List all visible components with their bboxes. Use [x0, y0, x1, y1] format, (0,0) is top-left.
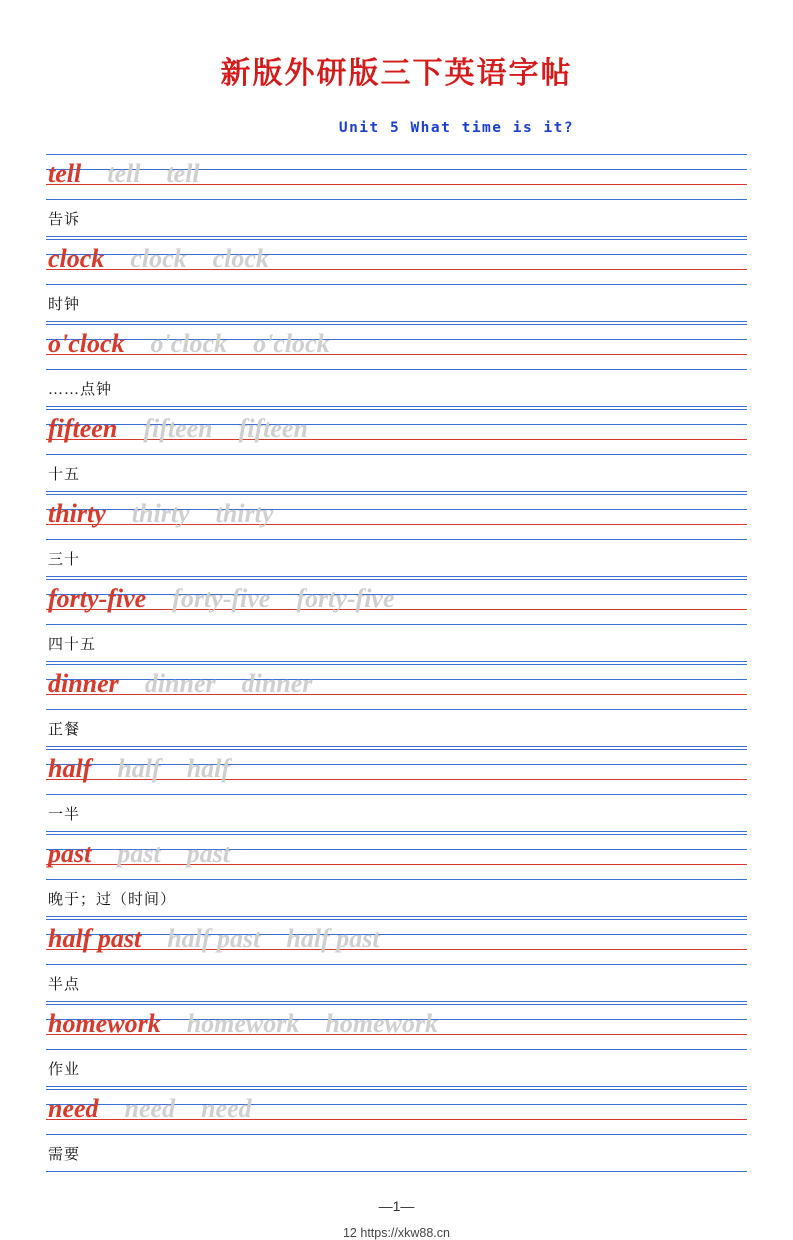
meaning-row [46, 711, 747, 747]
meaning-row [46, 456, 747, 492]
unit-heading: Unit 5 What time is it? [338, 120, 575, 136]
writing-line-row [46, 832, 747, 881]
trace-word: half past [167, 923, 261, 953]
trace-word: tell [107, 158, 141, 188]
vocab-word: forty-five [48, 583, 147, 613]
writing-line-row [46, 1087, 747, 1136]
meaning-text: 作业 [48, 1062, 81, 1078]
word-group [48, 492, 273, 541]
trace-word: forty-five [296, 583, 395, 613]
meaning-text: 需要 [48, 1147, 81, 1163]
word-group [48, 1002, 438, 1051]
vocab-word: half [48, 753, 92, 783]
meaning-text: 四十五 [48, 637, 97, 653]
trace-word: need [124, 1093, 176, 1123]
meaning-text: 一半 [48, 807, 81, 823]
trace-word: o'clock [150, 328, 228, 358]
trace-word: fifteen [143, 413, 213, 443]
vocab-word: dinner [48, 668, 119, 698]
word-group [48, 407, 308, 456]
handwriting-sheet [46, 152, 747, 1172]
writing-line-row [46, 662, 747, 711]
meaning-text: 正餐 [48, 722, 81, 738]
word-group [48, 832, 230, 881]
word-group [48, 577, 395, 626]
writing-line-row [46, 152, 747, 201]
trace-word: tell [166, 158, 200, 188]
trace-word: homework [325, 1008, 439, 1038]
writing-line-row [46, 577, 747, 626]
vocab-word: tell [48, 158, 82, 188]
meaning-text: 晚于；过（时间） [48, 892, 177, 908]
trace-word: homework [186, 1008, 300, 1038]
word-group [48, 662, 312, 711]
word-group [48, 237, 269, 286]
trace-word: thirty [215, 498, 274, 528]
trace-word: dinner [241, 668, 313, 698]
vocab-word: o'clock [48, 328, 125, 358]
trace-word: half [186, 753, 231, 783]
trace-word: clock [130, 243, 187, 273]
meaning-row [46, 966, 747, 1002]
page-title: 新版外研版三下英语字帖 [220, 57, 573, 90]
trace-word: fifteen [238, 413, 308, 443]
meaning-row [46, 286, 747, 322]
trace-word: past [117, 838, 161, 868]
trace-word: half past [286, 923, 380, 953]
meaning-text: 时钟 [48, 297, 81, 313]
writing-line-row [46, 407, 747, 456]
writing-line-row [46, 1002, 747, 1051]
trace-word: thirty [131, 498, 190, 528]
meaning-text: 十五 [48, 467, 81, 483]
vocab-word: half past [48, 923, 142, 953]
word-group [48, 322, 330, 371]
vocab-word: homework [48, 1008, 161, 1038]
word-group [48, 747, 230, 796]
word-group [48, 1087, 252, 1136]
trace-word: past [186, 838, 231, 868]
vocab-word: past [48, 838, 92, 868]
meaning-row [46, 371, 747, 407]
meaning-row [46, 201, 747, 237]
writing-line-row [46, 492, 747, 541]
meaning-row [46, 541, 747, 577]
word-group [48, 152, 200, 201]
trace-word: clock [212, 243, 269, 273]
vocab-word: thirty [48, 498, 106, 528]
trace-word: forty-five [172, 583, 271, 613]
page-number: —1— [378, 1198, 415, 1214]
word-group [48, 917, 380, 966]
meaning-row [46, 881, 747, 917]
writing-line-row [46, 322, 747, 371]
writing-line-row [46, 747, 747, 796]
meaning-row [46, 1136, 747, 1172]
vocab-word: clock [48, 243, 105, 273]
meaning-text: 三十 [48, 552, 81, 568]
meaning-row [46, 626, 747, 662]
trace-word: o'clock [253, 328, 330, 358]
vocab-word: need [48, 1093, 99, 1123]
meaning-row [46, 796, 747, 832]
meaning-text: 半点 [48, 977, 81, 993]
meaning-row [46, 1051, 747, 1087]
writing-line-row [46, 237, 747, 286]
footer-watermark: 12 https://xkw88.cn [342, 1226, 450, 1240]
vocab-word: fifteen [48, 413, 118, 443]
trace-word: half [117, 753, 161, 783]
trace-word: need [201, 1093, 252, 1123]
meaning-text: 告诉 [48, 212, 81, 228]
meaning-text: ……点钟 [48, 382, 113, 398]
trace-word: dinner [144, 668, 216, 698]
writing-line-row [46, 917, 747, 966]
